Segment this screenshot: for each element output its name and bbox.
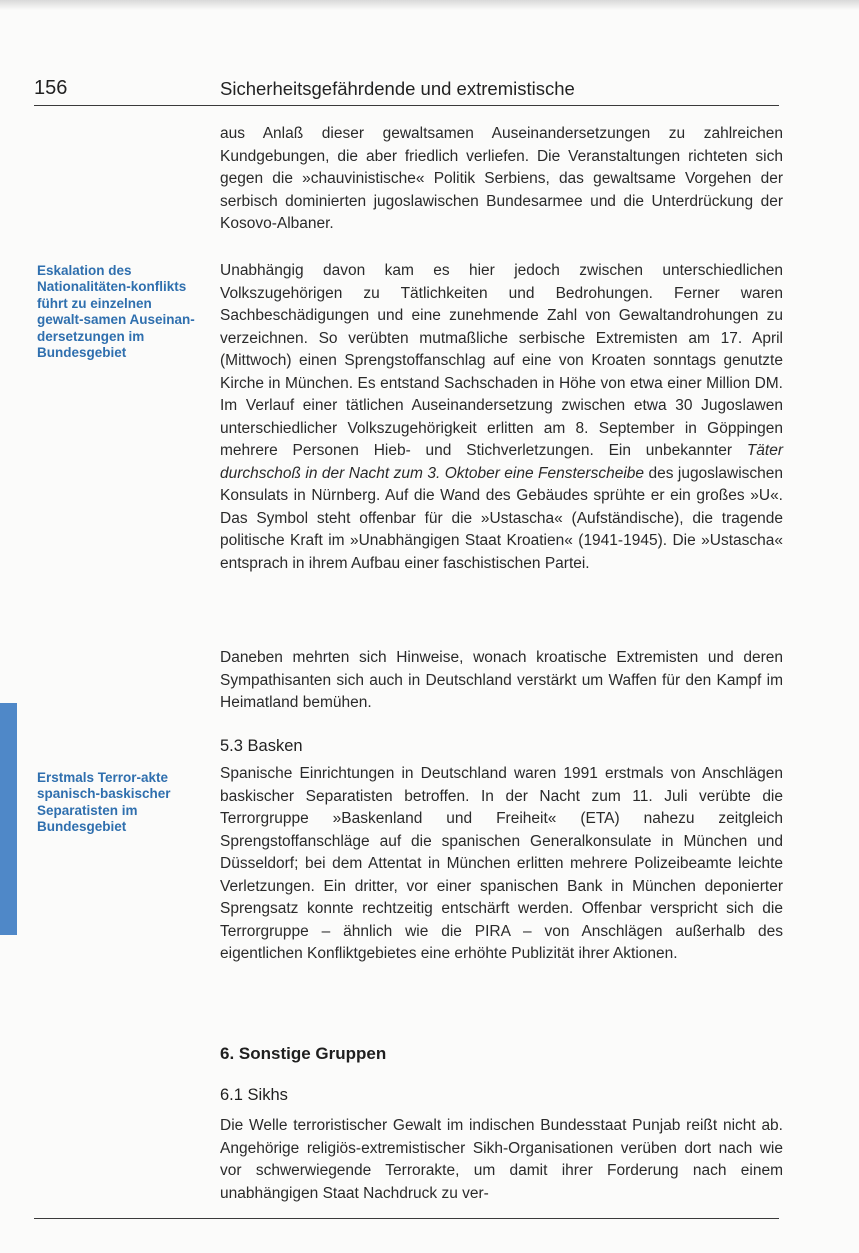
header-rule xyxy=(34,105,779,106)
page-number: 156 xyxy=(34,77,68,99)
running-title: Sicherheitsgefährdende und extremistische xyxy=(220,78,575,99)
margin-note-basken: Erstmals Terror-akte spanisch-baskischer Separatisten im Bundesgebiet xyxy=(37,770,171,835)
section-heading-sikhs: 6.1 Sikhs xyxy=(220,1086,288,1104)
paragraph-basken: Spanische Einrichtungen in Deutschland waren 1991 erstmals von Anschlägen baskischer Separatisten betroffen. In der Nacht zum 11. Juli verübte die Terrorgruppe »Baskenland und Freiheit« (ETA) nahezu zeitgleich Sprengstoffanschläge auf die spanischen Generalkonsulate in München und Düsseldorf; bei dem Attentat in München erlitten mehrere Polizeibeamte leichte Verletzungen. Ein dritter, vor einer spanischen Bank in München deponierter Sprengsatz konnte rechtzeitig entschärft werden. Offenbar verspricht sich die Terrorgruppe – ähnlich wie die PIRA – von Anschlägen außerhalb des eigentlichen Konfliktgebietes eine erhöhte Publizität ihrer Aktionen. xyxy=(220,765,783,962)
paragraph-taetlichkeiten-part-b: des jugoslawischen Konsulats in Nürnberg. Auf die Wand des Gebäudes sprühte er ein großes »U«. Das Symbol steht offenbar für die »Ustascha« (Aufständische), die tragende politische Kraft im »Unabhängigen Staat Kroatien« (1941-1945). Die »Ustascha« entsprach in ihrem Aufbau einer faschistischen Partei. xyxy=(220,464,783,572)
paragraph-taetlichkeiten-part-a: Unabhängig davon kam es hier jedoch zwischen unterschiedlichen Volkszugehörigen zu Tätlichkeiten und Bedrohungen. Ferner waren Sachbeschädigungen und eine zunehmende Zahl von Gewaltandrohungen zu verzeichnen. So verübten mutmaßliche serbische Extremisten am 17. April (Mittwoch) einen Sprengstoffanschlag auf eine von Kroaten sonntags genutzte Kirche in München. Es entstand Sachschaden in Höhe von etwa einer Million DM. Im Verlauf einer tätlichen Auseinandersetzung zwischen etwa 30 Jugoslawen unterschiedlicher Volkszugehörigkeit erlitten am 8. September in Göppingen mehrere Personen Hieb- und Stichverletzungen. Ein unbekannter xyxy=(220,262,783,459)
paragraph-waffen: Daneben mehrten sich Hinweise, wonach kroatische Extremisten und deren Sympathisanten sich auch in Deutschland verstärkt um Waffen für den Kampf im Heimatland bemühen. xyxy=(220,649,783,711)
section-edge-marker xyxy=(0,703,17,935)
footer-rule xyxy=(34,1218,779,1219)
paragraph-taetlichkeiten-italic: Täter durchschoß in der Nacht zum 3. Oktober eine Fensterscheibe xyxy=(220,442,783,482)
margin-note-eskalation: Eskalation des Nationalitäten-konflikts führt zu einzelnen gewalt-samen Auseinan-dersetzungen im Bundesgebiet xyxy=(37,263,195,361)
section-heading-basken: 5.3 Basken xyxy=(220,737,303,755)
chapter-heading-sonstige-gruppen: 6. Sonstige Gruppen xyxy=(220,1044,387,1063)
paragraph-taetlichkeiten xyxy=(220,260,783,575)
paragraph-kundgebungen: aus Anlaß dieser gewaltsamen Auseinandersetzungen zu zahlreichen Kundgebungen, die aber friedlich verliefen. Die Veranstaltungen richteten sich gegen die »chauvinistische« Politik Serbiens, das gewaltsame Vorgehen der serbisch dominierten jugoslawischen Bundesarmee und die Unterdrückung der Kosovo-Albaner. xyxy=(220,125,783,232)
paragraph-sikhs: Die Welle terroristischer Gewalt im indischen Bundesstaat Punjab reißt nicht ab. Angehörige religiös-extremistischer Sikh-Organisationen verüben dort nach wie vor schwerwiegende Terrorakte, um damit ihrer Forderung nach einem unabhängigen Staat Nachdruck zu ver- xyxy=(220,1117,783,1202)
page-top-shadow xyxy=(0,0,859,10)
